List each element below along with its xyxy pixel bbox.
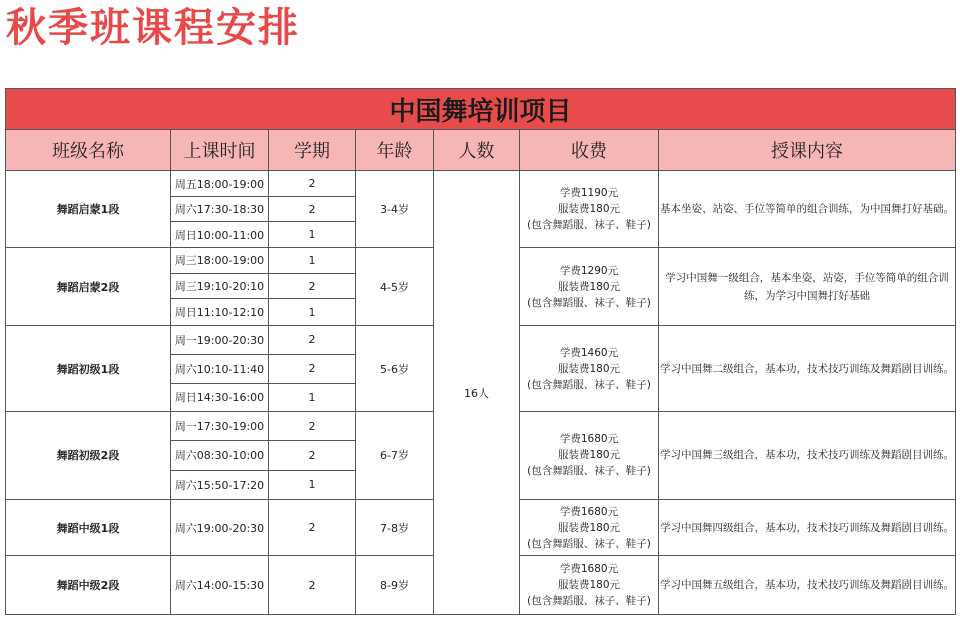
fee-note: (包含舞蹈服、袜子、鞋子) (527, 378, 651, 391)
content-cell: 学习中国舞五级组合，基本功，技术技巧训练及舞蹈剧目训练。 (659, 556, 956, 615)
session-term-cell: 1 (269, 222, 356, 247)
content-cell: 学习中国舞四级组合，基本功，技术技巧训练及舞蹈剧目训练。 (659, 499, 956, 556)
header-content: 授课内容 (659, 130, 956, 171)
session-term-cell: 2 (269, 326, 356, 354)
content-cell: 基本坐姿、站姿、手位等简单的组合训练，为中国舞打好基础。 (659, 171, 956, 248)
fee-cell (520, 556, 659, 615)
fee-cell (520, 412, 659, 500)
fee-uniform: 服装费180元 (557, 521, 621, 534)
header-class-name: 班级名称 (6, 130, 171, 171)
age-cell: 5-6岁 (356, 326, 434, 412)
age-cell: 8-9岁 (356, 556, 434, 615)
session-term-cell: 2 (269, 441, 356, 470)
class-name-cell: 舞蹈初级1段 (6, 326, 171, 412)
session-time-cell: 周六15:50-17:20 (171, 470, 269, 499)
session-time-cell: 周六10:10-11:40 (171, 354, 269, 383)
content-cell: 学习中国舞一级组合，基本坐姿，站姿，手位等简单的组合训练，为学习中国舞打好基础 (659, 247, 956, 326)
fee-note: (包含舞蹈服、袜子、鞋子) (527, 296, 651, 309)
header-time: 上课时间 (171, 130, 269, 171)
session-term-cell: 2 (269, 197, 356, 222)
header-capacity: 人数 (434, 130, 520, 171)
session-time-cell: 周六17:30-18:30 (171, 197, 269, 222)
age-cell: 7-8岁 (356, 499, 434, 556)
session-time-cell: 周日10:00-11:00 (171, 222, 269, 247)
session-term-cell: 2 (269, 273, 356, 298)
header-term: 学期 (269, 130, 356, 171)
fee-cell (520, 171, 659, 248)
fee-cell (520, 326, 659, 412)
fee-note: (包含舞蹈服、袜子、鞋子) (527, 465, 651, 478)
table-banner: 中国舞培训项目 (6, 89, 956, 130)
session-time-cell: 周六14:00-15:30 (171, 556, 269, 615)
fee-tuition: 学费1460元 (559, 346, 619, 359)
capacity-cell: 16人 (434, 171, 520, 615)
fee-uniform: 服装费180元 (557, 362, 621, 375)
fee-uniform: 服装费180元 (557, 280, 621, 293)
fee-tuition: 学费1680元 (559, 563, 619, 576)
class-name-cell: 舞蹈启蒙2段 (6, 247, 171, 326)
session-term-cell: 2 (269, 556, 356, 615)
session-time-cell: 周三19:10-20:10 (171, 273, 269, 298)
session-term-cell: 1 (269, 470, 356, 499)
session-time-cell: 周日14:30-16:00 (171, 383, 269, 411)
fee-uniform: 服装费180元 (557, 579, 621, 592)
session-term-cell: 2 (269, 171, 356, 197)
class-name-cell: 舞蹈启蒙1段 (6, 171, 171, 248)
fee-cell (520, 247, 659, 326)
page-title: 秋季班课程安排 (6, 5, 300, 51)
fee-tuition: 学费1290元 (559, 264, 619, 277)
content-cell: 学习中国舞三级组合，基本功，技术技巧训练及舞蹈剧目训练。 (659, 412, 956, 500)
fee-note: (包含舞蹈服、袜子、鞋子) (527, 595, 651, 608)
header-fee: 收费 (520, 130, 659, 171)
course-schedule-table (5, 88, 956, 615)
age-cell: 3-4岁 (356, 171, 434, 248)
session-time-cell: 周五18:00-19:00 (171, 171, 269, 197)
class-name-cell: 舞蹈中级1段 (6, 499, 171, 556)
session-term-cell: 1 (269, 383, 356, 411)
session-term-cell: 2 (269, 354, 356, 383)
fee-note: (包含舞蹈服、袜子、鞋子) (527, 218, 651, 231)
fee-note: (包含舞蹈服、袜子、鞋子) (527, 537, 651, 550)
fee-uniform: 服装费180元 (557, 202, 621, 215)
session-term-cell: 1 (269, 247, 356, 273)
fee-tuition: 学费1680元 (559, 505, 619, 518)
class-name-cell: 舞蹈中级2段 (6, 556, 171, 615)
session-time-cell: 周六19:00-20:30 (171, 499, 269, 556)
session-term-cell: 2 (269, 412, 356, 441)
session-term-cell: 2 (269, 499, 356, 556)
session-time-cell: 周六08:30-10:00 (171, 441, 269, 470)
content-cell: 学习中国舞二级组合，基本功，技术技巧训练及舞蹈剧目训练。 (659, 326, 956, 412)
fee-uniform: 服装费180元 (557, 449, 621, 462)
class-name-cell: 舞蹈初级2段 (6, 412, 171, 500)
fee-tuition: 学费1680元 (559, 433, 619, 446)
session-term-cell: 1 (269, 299, 356, 326)
schedule-body (6, 171, 956, 615)
session-time-cell: 周日11:10-12:10 (171, 299, 269, 326)
age-cell: 4-5岁 (356, 247, 434, 326)
age-cell: 6-7岁 (356, 412, 434, 500)
header-age: 年龄 (356, 130, 434, 171)
session-time-cell: 周一19:00-20:30 (171, 326, 269, 354)
fee-cell (520, 499, 659, 556)
session-time-cell: 周一17:30-19:00 (171, 412, 269, 441)
fee-tuition: 学费1190元 (559, 186, 619, 199)
table-row (6, 171, 956, 197)
session-time-cell: 周三18:00-19:00 (171, 247, 269, 273)
